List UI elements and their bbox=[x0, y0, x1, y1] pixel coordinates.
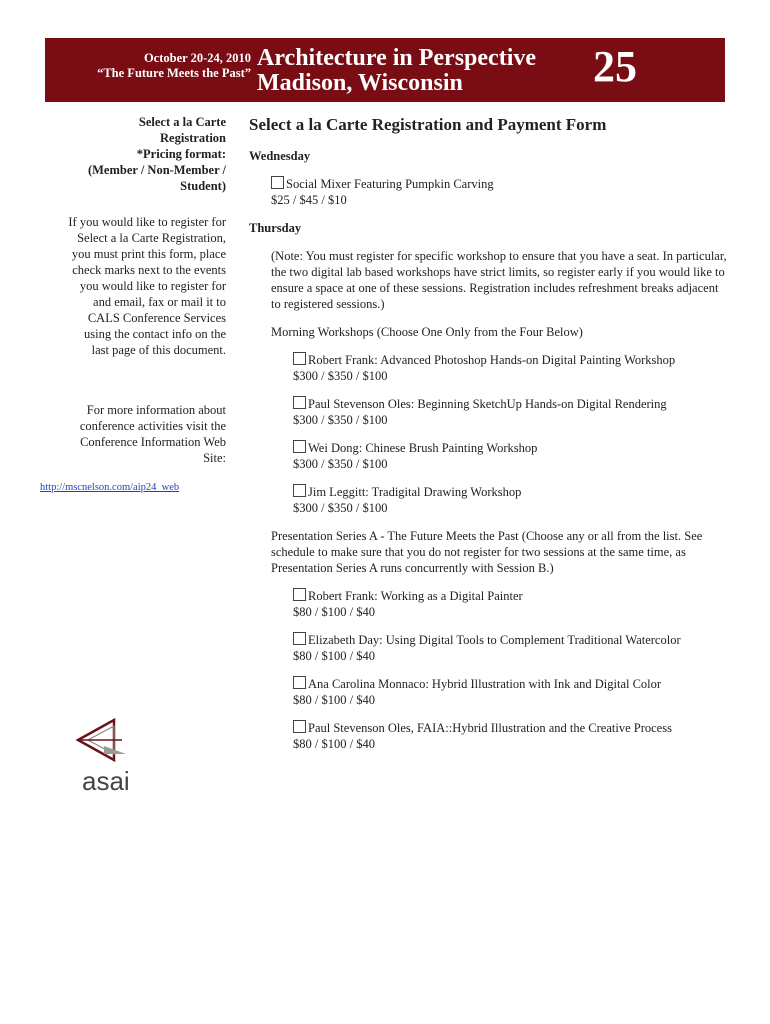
presentation-name: Robert Frank: Working as a Digital Painter bbox=[308, 589, 523, 603]
instruction-line: If you would like to register for bbox=[68, 215, 226, 229]
event-name: Social Mixer Featuring Pumpkin Carving bbox=[286, 177, 494, 191]
presentation-checkbox[interactable] bbox=[293, 720, 306, 733]
sidebar-heading-line: Select a la Carte bbox=[138, 115, 226, 129]
anniversary-number: 25 bbox=[593, 42, 637, 91]
workshop-price: $300 / $350 / $100 bbox=[293, 413, 388, 427]
workshop-checkbox[interactable] bbox=[293, 352, 306, 365]
main-content bbox=[249, 114, 729, 764]
event-price: $25 / $45 / $10 bbox=[271, 193, 347, 207]
instruction-line: and email, fax or mail it to bbox=[93, 295, 226, 309]
workshop-entry bbox=[249, 396, 729, 428]
day-label-wednesday: Wednesday bbox=[249, 149, 311, 163]
more-info-line: Site: bbox=[203, 451, 226, 465]
instruction-line: check marks next to the events bbox=[72, 263, 226, 277]
sidebar-heading-line: Registration bbox=[160, 131, 226, 145]
morning-workshops-label: Morning Workshops (Choose One Only from the Four Below) bbox=[271, 325, 583, 339]
workshop-name: Robert Frank: Advanced Photoshop Hands-on Digital Painting Workshop bbox=[308, 353, 676, 367]
event-checkbox[interactable] bbox=[271, 176, 284, 189]
asai-logo bbox=[74, 718, 170, 796]
form-title: Select a la Carte Registration and Payment Form bbox=[249, 115, 607, 134]
workshop-price: $300 / $350 / $100 bbox=[293, 369, 388, 383]
presentation-name: Elizabeth Day: Using Digital Tools to Complement Traditional Watercolor bbox=[308, 633, 681, 647]
instruction-line: Select a la Carte Registration, bbox=[77, 231, 226, 245]
presentation-name: Paul Stevenson Oles, FAIA::Hybrid Illustration and the Creative Process bbox=[308, 721, 672, 735]
sidebar-more-info bbox=[40, 402, 226, 466]
instruction-line: you would like to register for bbox=[79, 279, 226, 293]
sidebar-heading bbox=[40, 114, 226, 194]
more-info-line: For more information about bbox=[86, 403, 226, 417]
day-label-thursday: Thursday bbox=[249, 221, 302, 235]
workshop-checkbox[interactable] bbox=[293, 484, 306, 497]
header-banner bbox=[45, 38, 725, 102]
workshop-name: Paul Stevenson Oles: Beginning SketchUp Hands-on Digital Rendering bbox=[308, 397, 667, 411]
instruction-line: last page of this document. bbox=[91, 343, 226, 357]
sidebar-heading-line: Student) bbox=[180, 179, 226, 193]
banner-title bbox=[257, 46, 536, 96]
sidebar-instructions bbox=[40, 214, 226, 358]
event-entry bbox=[249, 176, 729, 208]
instruction-line: using the contact info on the bbox=[84, 327, 226, 341]
logo-text: asai bbox=[82, 766, 130, 796]
sidebar-heading-line: (Member / Non-Member / bbox=[87, 163, 226, 177]
event-tagline: “The Future Meets the Past” bbox=[97, 66, 251, 80]
presentation-series-label: Presentation Series A - The Future Meets the Past (Choose any or all from the list. See schedule to make sure that you do not register for two sessions at the same time, as Presentation Series A runs concurrently with Session B.) bbox=[271, 529, 703, 575]
presentation-entry bbox=[249, 676, 729, 708]
workshop-price: $300 / $350 / $100 bbox=[293, 457, 388, 471]
instruction-line: CALS Conference Services bbox=[87, 311, 226, 325]
presentation-entry bbox=[249, 632, 729, 664]
banner-left bbox=[45, 51, 251, 81]
workshop-price: $300 / $350 / $100 bbox=[293, 501, 388, 515]
more-info-line: Conference Information Web bbox=[80, 435, 226, 449]
workshop-entry bbox=[249, 352, 729, 384]
title-line-1: Architecture in Perspective bbox=[257, 45, 537, 71]
workshop-name: Jim Leggitt: Tradigital Drawing Workshop bbox=[308, 485, 522, 499]
presentation-price: $80 / $100 / $40 bbox=[293, 693, 375, 707]
more-info-line: conference activities visit the bbox=[79, 419, 226, 433]
asai-logo-mark-icon bbox=[74, 718, 170, 796]
presentation-checkbox[interactable] bbox=[293, 632, 306, 645]
workshop-entry bbox=[249, 484, 729, 516]
presentation-name: Ana Carolina Monnaco: Hybrid Illustration with Ink and Digital Color bbox=[308, 677, 662, 691]
workshop-checkbox[interactable] bbox=[293, 440, 306, 453]
event-dates: October 20-24, 2010 bbox=[143, 51, 251, 65]
sidebar bbox=[40, 114, 226, 496]
instruction-line: you must print this form, place bbox=[71, 247, 226, 261]
presentation-price: $80 / $100 / $40 bbox=[293, 649, 375, 663]
workshop-checkbox[interactable] bbox=[293, 396, 306, 409]
presentation-entry bbox=[249, 588, 729, 620]
presentation-price: $80 / $100 / $40 bbox=[293, 605, 375, 619]
presentation-entry bbox=[249, 720, 729, 752]
thursday-note: (Note: You must register for specific workshop to ensure that you have a seat. In particular, the two digital lab based workshops have strict limits, so register early if you would like to ensure a space at one of these sessions. Registration includes refreshment breaks adjacent to registered sessions.) bbox=[271, 249, 727, 311]
workshop-name: Wei Dong: Chinese Brush Painting Workshop bbox=[308, 441, 538, 455]
workshop-entry bbox=[249, 440, 729, 472]
conference-info-link[interactable]: http://mscnelson.com/aip24_web bbox=[40, 482, 180, 493]
presentation-checkbox[interactable] bbox=[293, 588, 306, 601]
sidebar-heading-line: *Pricing format: bbox=[136, 147, 226, 161]
title-line-2: Madison, Wisconsin bbox=[257, 70, 463, 96]
presentation-price: $80 / $100 / $40 bbox=[293, 737, 375, 751]
presentation-checkbox[interactable] bbox=[293, 676, 306, 689]
